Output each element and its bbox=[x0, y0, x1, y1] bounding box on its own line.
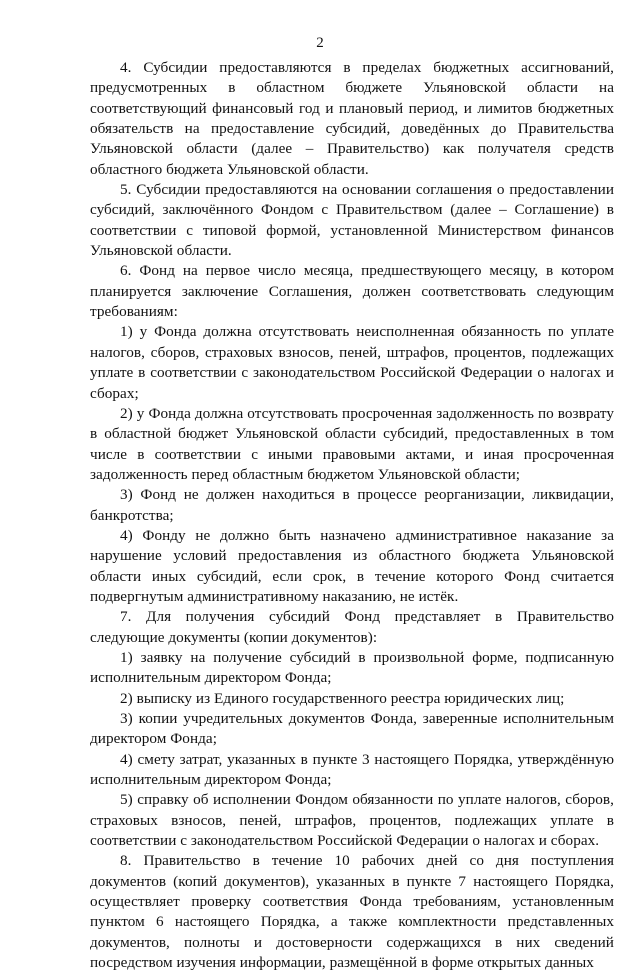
paragraph-6-item-2: 2) у Фонда должна отсутствовать просроченная задолженность по возврату в областной бюджет Ульяновской области субсидий, предоставленных в том числе в соответствии с иными правовыми актами, и иная просроченная задолженность перед областным бюджетом Ульяновской области; bbox=[90, 404, 614, 483]
paragraph-7-item-2: 2) выписку из Единого государственного реестра юридических лиц; bbox=[120, 689, 565, 707]
paragraph-8: 8. Правительство в течение 10 рабочих дней со дня поступления документов (копий документов), указанных в пункте 7 настоящего Порядка, осуществляет проверку соответствия Фонда требованиям, установленным пунктом 6 настоящего Порядка, а также комплектности представленных документов, полноты и достоверности содержащихся в них сведений посредством изучения информации, размещённой в форме открытых данных bbox=[90, 852, 614, 972]
paragraph-6-item-1: 1) у Фонда должна отсутствовать неисполненная обязанность по уплате налогов, сборов, страховых взносов, пеней, штрафов, процентов, подлежащих уплате в соответствии с законодательством Российской Федерации о налогах и сборах; bbox=[90, 323, 614, 402]
paragraph-7-item-3: 3) копии учредительных документов Фонда, заверенные исполнительным директором Фонда; bbox=[90, 710, 614, 748]
paragraph-6-item-3: 3) Фонд не должен находиться в процессе реорганизации, ликвидации, банкротства; bbox=[90, 486, 614, 524]
paragraph-7-item-5: 5) справку об исполнении Фондом обязанности по уплате налогов, сборов, страховых взносов, пеней, штрафов, процентов, подлежащих уплате в соответствии с законодательством Российской Федерации о налогах и сборах. bbox=[90, 791, 614, 850]
page-number: 2 bbox=[316, 35, 324, 51]
document-body bbox=[90, 58, 614, 973]
paragraph-7-item-1: 1) заявку на получение субсидий в произвольной форме, подписанную исполнительным директором Фонда; bbox=[90, 648, 614, 687]
paragraph-6-item-4: 4) Фонду не должно быть назначено административное наказание за нарушение условий предоставления из областного бюджета Ульяновской области иных субсидий, если срок, в течение которого Фонд считается подвергнутым административному наказанию, не истёк. bbox=[90, 526, 614, 605]
paragraph-6: 6. Фонд на первое число месяца, предшествующего месяцу, в котором планируется заключение Соглашения, должен соответствовать следующим требованиям: bbox=[90, 262, 614, 321]
paragraph-4: 4. Субсидии предоставляются в пределах бюджетных ассигнований, предусмотренных в областном бюджете Ульяновской области на соответствующий финансовый год и плановый период, и лимитов бюджетных обязательств на предоставление субсидий, доведённых до Правительства Ульяновской области (далее – Правительство) как получателя средств областного бюджета Ульяновской области. bbox=[90, 59, 614, 178]
paragraph-7: 7. Для получения субсидий Фонд представляет в Правительство следующие документы (копии документов): bbox=[90, 608, 614, 646]
paragraph-5: 5. Субсидии предоставляются на основании соглашения о предоставлении субсидий, заключённого Фондом с Правительством (далее – Соглашение) в соответствии с типовой формой, установленной Министерством финансов Ульяновской области. bbox=[90, 181, 614, 260]
paragraph-7-item-4: 4) смету затрат, указанных в пункте 3 настоящего Порядка, утверждённую исполнительным директором Фонда; bbox=[90, 750, 614, 789]
